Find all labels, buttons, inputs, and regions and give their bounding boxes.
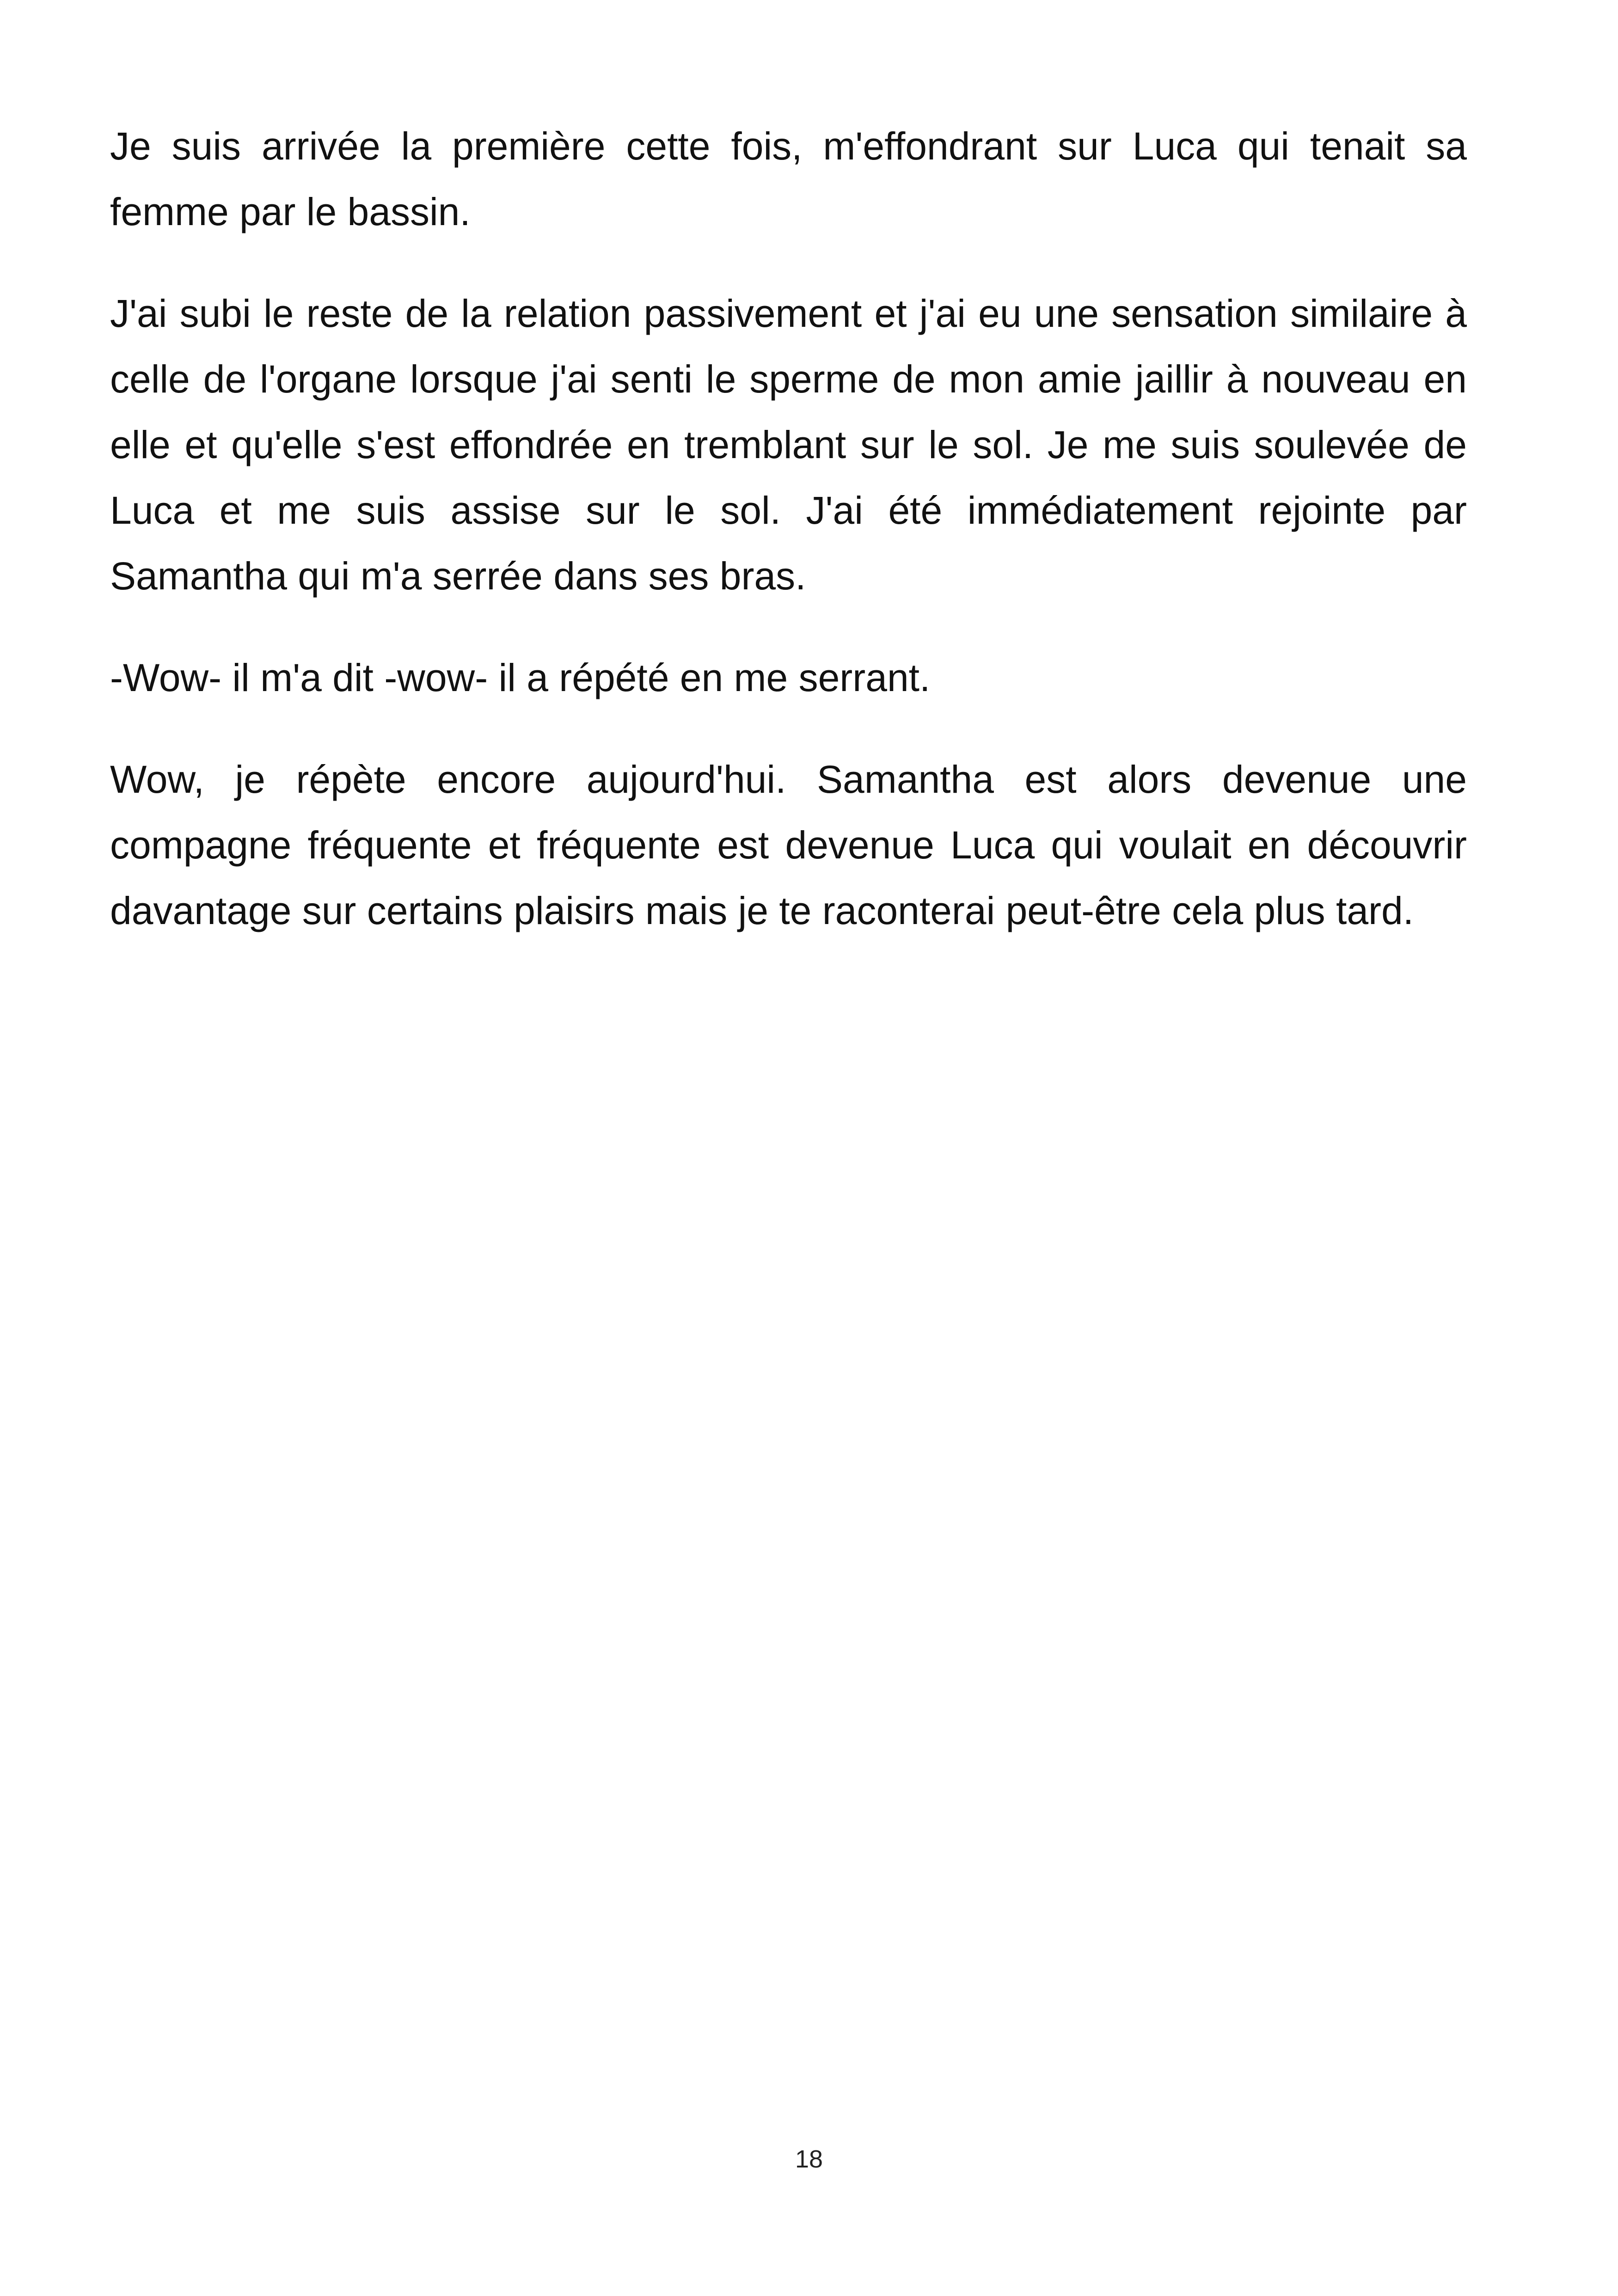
page-number: 18 (795, 2145, 823, 2173)
paragraph-1: Je suis arrivée la première cette fois, m'effondrant sur Luca qui tenait sa femme par le bassin. (110, 124, 1467, 233)
paragraph-4: Wow, je répète encore aujourd'hui. Samantha est alors devenue une compagne fréquente et fréquente est devenue Luca qui voulait en découvrir davantage sur certains plaisirs mais je te raconterai peut-être cela plus tard. (110, 758, 1467, 932)
paragraph-3: -Wow- il m'a dit -wow- il a répété en me serrant. (110, 656, 931, 699)
paragraph-2: J'ai subi le reste de la relation passivement et j'ai eu une sensation similaire à celle de l'organe lorsque j'ai senti le sperme de mon amie jaillir à nouveau en elle et qu'elle s'est effondrée en tremblant sur le sol. Je me suis soulevée de Luca et me suis assise sur le sol. J'ai été immédiatement rejointe par Samantha qui m'a serrée dans ses bras. (110, 292, 1467, 598)
body-text (110, 113, 1467, 980)
